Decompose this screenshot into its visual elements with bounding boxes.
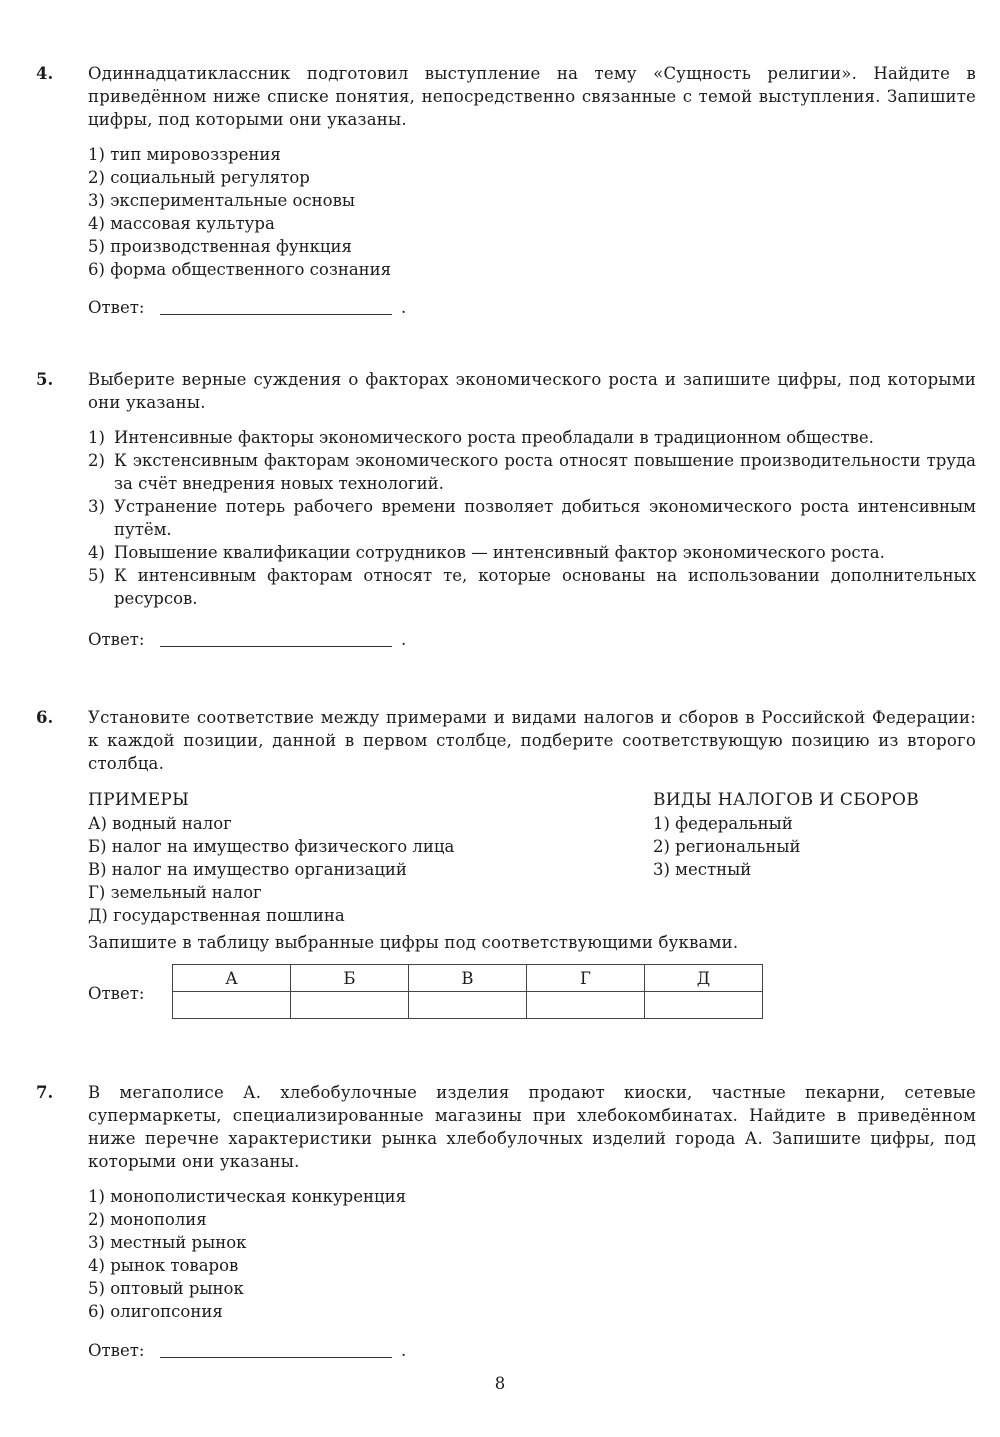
table-header-cell: Б [291,965,409,992]
list-item: 4) рынок товаров [88,1256,239,1275]
answer-table [172,964,763,1019]
table-header-cell: А [173,965,291,992]
task-number: 6. [36,708,54,727]
list-item: 5) оптовый рынок [88,1279,244,1298]
examples-column [88,789,454,927]
list-item: 5) производственная функция [88,237,352,256]
list-item: 4) Повышение квалификации сотрудников — интенсивный фактор экономического роста. [88,543,885,562]
table-instruction: Запишите в таблицу выбранные цифры под соответствующими буквами. [88,933,739,952]
list-item: Д) государственная пошлина [88,906,345,925]
answer-label: Ответ: [88,630,145,649]
tax-types-column [653,789,919,881]
task-intro: Одиннадцатиклассник подготовил выступление на тему «Сущность религии». Найдите в приведённом ниже списке понятия, непосредственно связанные с темой выступления. Запишите цифры, под которыми они указаны. [88,64,976,129]
task-intro: Выберите верные суждения о факторах экономического роста и запишите цифры, под которыми они указаны. [88,370,976,412]
list-item: 6) форма общественного сознания [88,260,392,279]
table-header-cell: Д [645,965,763,992]
table-header-cell: Г [527,965,645,992]
options-list [88,1185,976,1323]
list-item: 2) К экстенсивным факторам экономического роста относят повышение производительности труда за счёт внедрения новых технологий. [88,451,976,493]
list-item: 1) федеральный [653,814,793,833]
page-number: 8 [494,1374,506,1393]
list-item: 2) региональный [653,837,801,856]
answer-cell[interactable] [173,992,291,1019]
list-item: 2) монополия [88,1210,207,1229]
answer-label: Ответ: [88,298,145,317]
answer-row: Ответ: . [88,630,407,649]
column-header: ВИДЫ НАЛОГОВ И СБОРОВ [653,790,920,810]
answer-row: Ответ: . [88,298,407,317]
answer-cell[interactable] [409,992,527,1019]
list-item: В) налог на имущество организаций [88,860,407,879]
answer-cell[interactable] [291,992,409,1019]
task-intro: Установите соответствие между примерами и видами налогов и сборов в Российской Федерации: к каждой позиции, данной в первом столбце, подберите соответствующую позицию из второго столбца. [88,708,976,773]
list-item: 3) экспериментальные основы [88,191,355,210]
column-header: ПРИМЕРЫ [88,790,190,810]
options-list [88,143,976,281]
list-item: 2) социальный регулятор [88,168,310,187]
task-number: 4. [36,64,54,83]
answer-line[interactable] [160,314,392,315]
table-header-cell: В [409,965,527,992]
answer-label: Ответ: [88,1341,145,1360]
list-item: 3) местный рынок [88,1233,247,1252]
answer-cell[interactable] [527,992,645,1019]
list-item: Г) земельный налог [88,883,262,902]
list-item: Б) налог на имущество физического лица [88,837,455,856]
answer-line[interactable] [160,646,392,647]
list-item: 5) К интенсивным факторам относят те, которые основаны на использовании дополнительных ресурсов. [88,566,976,608]
list-item: А) водный налог [88,814,232,833]
options-list [88,426,976,610]
list-item: 1) тип мировоззрения [88,145,281,164]
answer-row: Ответ: . [88,1341,407,1360]
answer-label: Ответ: [88,984,145,1003]
task-number: 5. [36,370,54,389]
answer-cell[interactable] [645,992,763,1019]
answer-table-row [88,964,976,1024]
task-intro: В мегаполисе А. хлебобулочные изделия продают киоски, частные пекарни, сетевые супермаркеты, специализированные магазины при хлебокомбинатах. Найдите в приведённом ниже перечне характеристики рынка хлебобулочных изделий города А. Запишите цифры, под которыми они указаны. [88,1083,976,1171]
list-item: 3) Устранение потерь рабочего времени позволяет добиться экономического роста интенсивным путём. [88,497,976,539]
list-item: 3) местный [653,860,752,879]
task-number: 7. [36,1083,54,1102]
list-item: 4) массовая культура [88,214,275,233]
matching-columns [88,789,976,929]
list-item: 1) монополистическая конкуренция [88,1187,406,1206]
answer-line[interactable] [160,1357,392,1358]
list-item: 6) олигопсония [88,1302,223,1321]
list-item: 1) Интенсивные факторы экономического роста преобладали в традиционном обществе. [88,428,874,447]
